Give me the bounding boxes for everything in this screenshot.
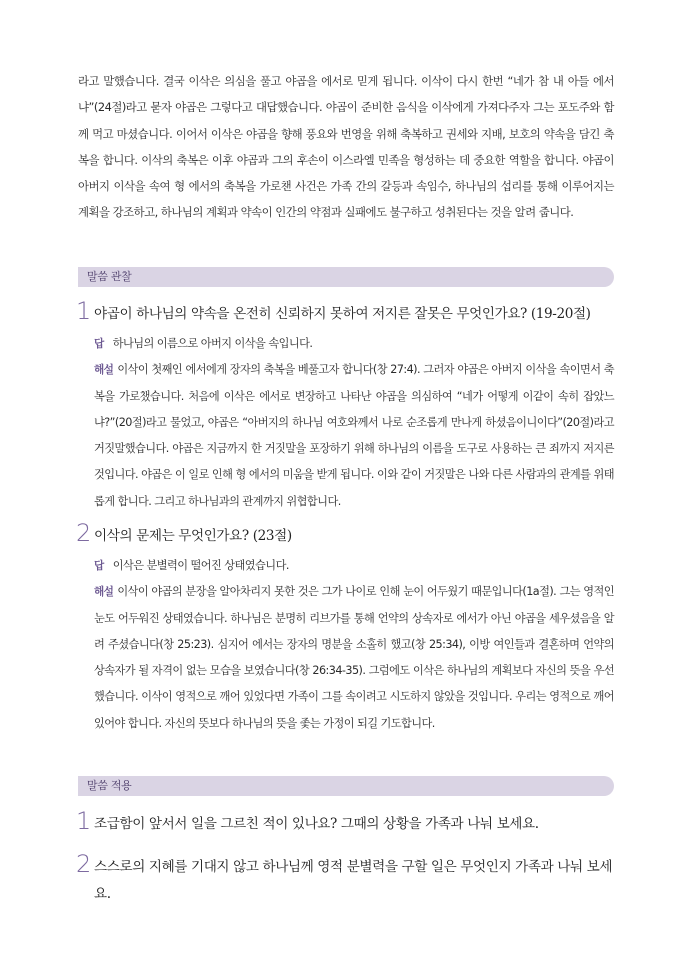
answer-text: 하나님의 이름으로 아버지 이삭을 속입니다. [112,337,313,350]
question-number: 2 [76,519,92,547]
explanation-tag: 해설 [94,586,114,599]
observe-question-2 [76,519,614,737]
answer-tag: 답 [94,560,104,572]
question-number: 1 [76,807,92,835]
apply-question-2 [76,850,614,908]
explanation [94,357,614,515]
apply-question-1 [76,807,614,838]
explanation [94,579,614,737]
answer [94,553,614,579]
question-text: 조급함이 앞서서 일을 그르친 적이 있나요? 그때의 상황을 가족과 나눠 보세요. [94,816,539,832]
explanation-text: 이삭이 첫째인 에서에게 장자의 축복을 베풀고자 합니다(창 27:4). 그러자 야곱은 아버지 이삭을 속이면서 축복을 가로챘습니다. 처음에 이삭은 에서로 변장하고 나타난 야곱을 의심하여 “네가 어떻게 이같이 속히 잡았느냐?”(20절)라고 물었고, 야곱은 “아버지의 하나님 여호와께서 나로 순조롭게 만나게 하셨음이니이다”(20절)라고 거짓말했습니다. 야곱은 지금까지 한 거짓말을 포장하기 위해 하나님의 이름을 도구로 사용하는 큰 죄까지 저지른 것입니다. 야곱은 이 일로 인해 형 에서의 미움을 받게 됩니다. 이와 같이 거짓말은 나와 다른 사람과의 관계를 위태롭게 합니다. 그리고 하나님과의 관계까지 위협합니다. [94,363,614,508]
explanation-text: 이삭이 야곱의 분장을 알아차리지 못한 것은 그가 나이로 인해 눈이 어두웠기 때문입니다(1a절). 그는 영적인 눈도 어두워진 상태였습니다. 하나님은 분명히 리브가를 통해 언약의 상속자로 에서가 아닌 야곱을 세우셨음을 알려 주셨습니다(창 25:23). 심지어 에서는 장자의 명분을 소홀히 했고(창 25:34), 이방 여인들과 결혼하며 언약의 상속자가 될 자격이 없는 모습을 보였습니다(창 26:34-35). 그럼에도 이삭은 하나님의 계획보다 자신의 뜻을 우선했습니다. 이삭이 영적으로 깨어 있었다면 가족이 그를 속이려고 시도하지 않았을 것입니다. 우리는 영적으로 깨어 있어야 합니다. 자신의 뜻보다 하나님의 뜻을 좇는 가정이 되길 기도합니다. [94,585,614,730]
answer-text: 이삭은 분별력이 떨어진 상태였습니다. [112,559,289,572]
observe-question-1 [76,297,614,515]
section-header-observe: 말씀 관찰 [78,267,614,287]
explanation-tag: 해설 [94,364,114,377]
question-text: 야곱이 하나님의 약속을 온전히 신뢰하지 못하여 저지른 잘못은 무엇인가요? (19-20절) [94,306,591,322]
answer [94,331,614,357]
section-header-apply: 말씀 적용 [78,776,614,796]
question-text: 이삭의 문제는 무엇인가요? (23절) [94,528,292,544]
question-number: 2 [76,850,92,878]
answer-tag: 답 [94,338,104,350]
question-text: 스스로의 지혜를 기대지 않고 하나님께 영적 분별력을 구할 일은 무엇인지 가족과 나눠 보세요. [94,859,613,902]
question-number: 1 [76,297,92,325]
intro-paragraph: 라고 말했습니다. 결국 이삭은 의심을 풀고 야곱을 에서로 믿게 됩니다. 이삭이 다시 한번 “네가 참 내 아들 에서냐”(24절)라고 묻자 야곱은 그렇다고 대답했습니다. 야곱이 준비한 음식을 이삭에게 가져다주자 그는 포도주와 함께 먹고 마셨습니다. 이어서 이삭은 야곱을 향해 풍요와 번영을 위해 축복하고 권세와 지배, 보호의 약속을 담긴 축복을 합니다. 이삭의 축복은 이후 야곱과 그의 후손이 이스라엘 민족을 형성하는 데 중요한 역할을 합니다. 야곱이 아버지 이삭을 속여 형 에서의 축복을 가로챈 사건은 가족 간의 갈등과 속임수, 하나님의 섭리를 통해 이루어지는 계획을 강조하고, 하나님의 계획과 약속이 인간의 약점과 실패에도 불구하고 성취된다는 것을 알려 줍니다. [78,74,614,220]
